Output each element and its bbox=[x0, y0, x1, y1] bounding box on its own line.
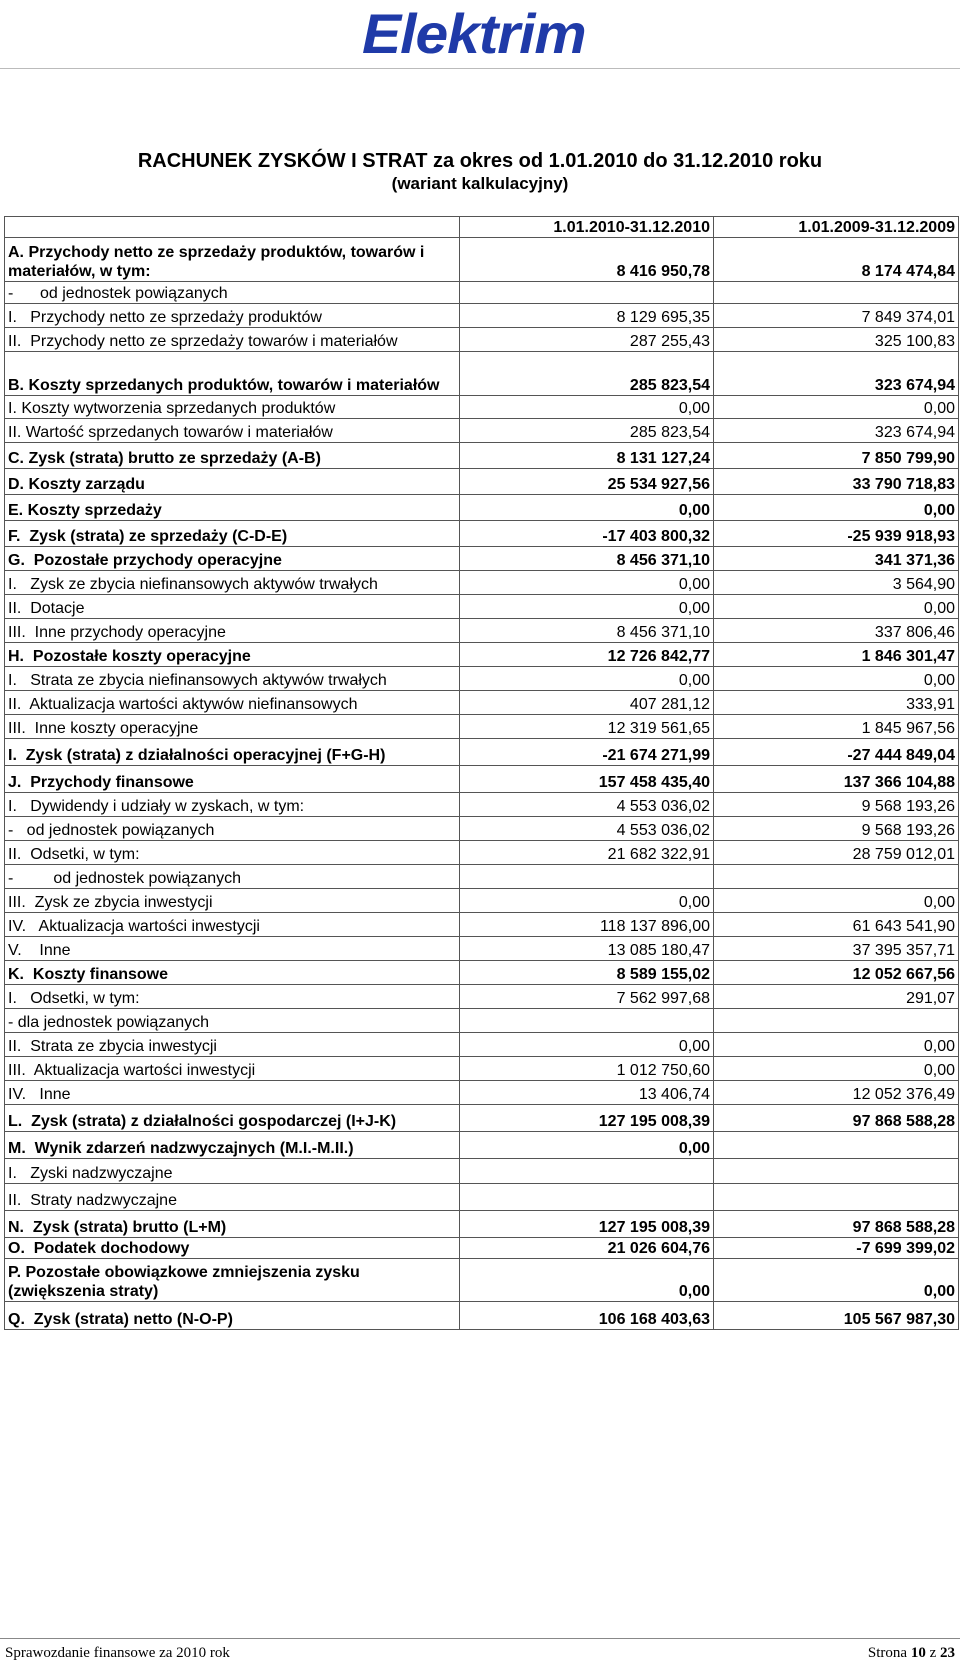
row-label: - od jednostek powiązanych bbox=[5, 865, 460, 889]
table-row bbox=[5, 937, 959, 961]
row-label: IV. Aktualizacja wartości inwestycji bbox=[5, 913, 460, 937]
row-value-2009: 0,00 bbox=[714, 595, 959, 619]
table-row bbox=[5, 961, 959, 985]
row-value-2009: 0,00 bbox=[714, 1259, 959, 1302]
row-label: J. Przychody finansowe bbox=[5, 766, 460, 793]
row-label: O. Podatek dochodowy bbox=[5, 1238, 460, 1259]
table-row bbox=[5, 985, 959, 1009]
document-subtitle: (wariant kalkulacyjny) bbox=[391, 174, 569, 193]
row-value-2009: 97 868 588,28 bbox=[714, 1211, 959, 1238]
row-value-2010: 118 137 896,00 bbox=[460, 913, 714, 937]
row-label: III. Zysk ze zbycia inwestycji bbox=[5, 889, 460, 913]
row-value-2010: 127 195 008,39 bbox=[460, 1105, 714, 1132]
header-divider bbox=[0, 68, 960, 69]
row-value-2010: 285 823,54 bbox=[460, 352, 714, 396]
row-value-2010: 12 726 842,77 bbox=[460, 643, 714, 667]
row-label: D. Koszty zarządu bbox=[5, 469, 460, 495]
row-label: II. Odsetki, w tym: bbox=[5, 841, 460, 865]
row-value-2010: 0,00 bbox=[460, 667, 714, 691]
row-label: I. Zysk ze zbycia niefinansowych aktywów trwałych bbox=[5, 571, 460, 595]
row-value-2009: 9 568 193,26 bbox=[714, 793, 959, 817]
row-value-2009: -27 444 849,04 bbox=[714, 739, 959, 766]
row-label: I. Przychody netto ze sprzedaży produktów bbox=[5, 304, 460, 328]
table-row bbox=[5, 865, 959, 889]
row-value-2009: 61 643 541,90 bbox=[714, 913, 959, 937]
row-value-2010: 0,00 bbox=[460, 1259, 714, 1302]
table-row bbox=[5, 739, 959, 766]
row-value-2009: 9 568 193,26 bbox=[714, 817, 959, 841]
row-label: C. Zysk (strata) brutto ze sprzedaży (A-B) bbox=[5, 443, 460, 469]
row-label: B. Koszty sprzedanych produktów, towarów i materiałów bbox=[5, 352, 460, 396]
row-value-2010: -17 403 800,32 bbox=[460, 521, 714, 547]
table-row bbox=[5, 1105, 959, 1132]
row-label: I. Koszty wytworzenia sprzedanych produktów bbox=[5, 396, 460, 419]
table-row bbox=[5, 1302, 959, 1330]
table-row bbox=[5, 521, 959, 547]
page-separator: z bbox=[925, 1645, 940, 1661]
row-value-2009: 8 174 474,84 bbox=[714, 238, 959, 282]
table-row bbox=[5, 766, 959, 793]
row-value-2009: 341 371,36 bbox=[714, 547, 959, 571]
row-label: III. Inne przychody operacyjne bbox=[5, 619, 460, 643]
row-value-2010: 8 131 127,24 bbox=[460, 443, 714, 469]
row-label: L. Zysk (strata) z działalności gospodarczej (I+J-K) bbox=[5, 1105, 460, 1132]
table-row bbox=[5, 1238, 959, 1259]
row-label: E. Koszty sprzedaży bbox=[5, 495, 460, 521]
row-value-2010 bbox=[460, 865, 714, 889]
footer-page-number bbox=[868, 1645, 955, 1662]
table-row bbox=[5, 715, 959, 739]
row-value-2009: 291,07 bbox=[714, 985, 959, 1009]
row-value-2010 bbox=[460, 1009, 714, 1033]
table-row bbox=[5, 841, 959, 865]
table-row bbox=[5, 396, 959, 419]
row-label: II. Przychody netto ze sprzedaży towarów i materiałów bbox=[5, 328, 460, 352]
table-row bbox=[5, 1211, 959, 1238]
row-value-2009: 12 052 667,56 bbox=[714, 961, 959, 985]
row-value-2009: 33 790 718,83 bbox=[714, 469, 959, 495]
income-statement-table bbox=[4, 216, 959, 1330]
row-label: Q. Zysk (strata) netto (N-O-P) bbox=[5, 1302, 460, 1330]
row-value-2010: 0,00 bbox=[460, 889, 714, 913]
page-current: 10 bbox=[910, 1645, 926, 1661]
table-row bbox=[5, 547, 959, 571]
row-value-2009 bbox=[714, 1132, 959, 1159]
table-row bbox=[5, 1259, 959, 1302]
row-value-2010: 1 012 750,60 bbox=[460, 1057, 714, 1081]
row-label: - od jednostek powiązanych bbox=[5, 282, 460, 304]
elektrim-logo: Elektrim bbox=[362, 2, 586, 65]
row-label: II. Straty nadzwyczajne bbox=[5, 1184, 460, 1211]
table-row bbox=[5, 282, 959, 304]
row-value-2010: 0,00 bbox=[460, 595, 714, 619]
table-row bbox=[5, 1132, 959, 1159]
row-value-2010: 8 129 695,35 bbox=[460, 304, 714, 328]
row-value-2009: 0,00 bbox=[714, 396, 959, 419]
row-label: III. Inne koszty operacyjne bbox=[5, 715, 460, 739]
row-value-2009: 0,00 bbox=[714, 1057, 959, 1081]
row-value-2009: 97 868 588,28 bbox=[714, 1105, 959, 1132]
row-value-2010: 0,00 bbox=[460, 1132, 714, 1159]
row-value-2009: 323 674,94 bbox=[714, 352, 959, 396]
footer-document-name: Sprawozdanie finansowe za 2010 rok bbox=[5, 1645, 230, 1661]
row-value-2009: 37 395 357,71 bbox=[714, 937, 959, 961]
row-value-2010: 8 416 950,78 bbox=[460, 238, 714, 282]
row-value-2009: 1 845 967,56 bbox=[714, 715, 959, 739]
page-prefix: Strona bbox=[867, 1645, 911, 1661]
row-value-2009: 0,00 bbox=[714, 667, 959, 691]
row-value-2010: 8 456 371,10 bbox=[460, 547, 714, 571]
row-value-2009: 105 567 987,30 bbox=[714, 1302, 959, 1330]
row-value-2009: 0,00 bbox=[714, 495, 959, 521]
row-value-2009: 7 850 799,90 bbox=[714, 443, 959, 469]
table-row bbox=[5, 691, 959, 715]
row-value-2010: 25 534 927,56 bbox=[460, 469, 714, 495]
row-value-2010: 157 458 435,40 bbox=[460, 766, 714, 793]
row-value-2010: 0,00 bbox=[460, 1033, 714, 1057]
table-row bbox=[5, 1033, 959, 1057]
row-value-2010: 4 553 036,02 bbox=[460, 793, 714, 817]
row-label: A. Przychody netto ze sprzedaży produktów, towarów i materiałów, w tym: bbox=[5, 238, 460, 282]
row-value-2009: 0,00 bbox=[714, 889, 959, 913]
row-value-2010: 0,00 bbox=[460, 495, 714, 521]
row-value-2010: 7 562 997,68 bbox=[460, 985, 714, 1009]
table-row bbox=[5, 495, 959, 521]
row-value-2010: 8 589 155,02 bbox=[460, 961, 714, 985]
row-value-2009: 3 564,90 bbox=[714, 571, 959, 595]
header-cell-2010: 1.01.2010-31.12.2010 bbox=[460, 217, 714, 238]
row-value-2010: 21 026 604,76 bbox=[460, 1238, 714, 1259]
table-row bbox=[5, 1057, 959, 1081]
row-value-2010: -21 674 271,99 bbox=[460, 739, 714, 766]
table-row bbox=[5, 1009, 959, 1033]
footer-divider bbox=[0, 1638, 960, 1639]
table-row bbox=[5, 667, 959, 691]
row-value-2009 bbox=[714, 1184, 959, 1211]
row-label: I. Strata ze zbycia niefinansowych aktywów trwałych bbox=[5, 667, 460, 691]
row-value-2010: 285 823,54 bbox=[460, 419, 714, 443]
header-cell-2009: 1.01.2009-31.12.2009 bbox=[714, 217, 959, 238]
row-label: V. Inne bbox=[5, 937, 460, 961]
row-label: - dla jednostek powiązanych bbox=[5, 1009, 460, 1033]
row-value-2009: 137 366 104,88 bbox=[714, 766, 959, 793]
table-row bbox=[5, 643, 959, 667]
row-label: I. Odsetki, w tym: bbox=[5, 985, 460, 1009]
row-label: H. Pozostałe koszty operacyjne bbox=[5, 643, 460, 667]
row-label: II. Strata ze zbycia inwestycji bbox=[5, 1033, 460, 1057]
row-value-2010: 0,00 bbox=[460, 396, 714, 419]
row-value-2010: 13 406,74 bbox=[460, 1081, 714, 1105]
row-value-2010: 287 255,43 bbox=[460, 328, 714, 352]
row-value-2010: 8 456 371,10 bbox=[460, 619, 714, 643]
row-value-2010: 4 553 036,02 bbox=[460, 817, 714, 841]
row-value-2009: 0,00 bbox=[714, 1033, 959, 1057]
row-value-2009: 337 806,46 bbox=[714, 619, 959, 643]
page-total: 23 bbox=[940, 1645, 955, 1661]
row-label: - od jednostek powiązanych bbox=[5, 817, 460, 841]
table-row bbox=[5, 571, 959, 595]
table-row bbox=[5, 443, 959, 469]
row-value-2009 bbox=[714, 1009, 959, 1033]
row-value-2010: 13 085 180,47 bbox=[460, 937, 714, 961]
row-value-2009: -25 939 918,93 bbox=[714, 521, 959, 547]
table-header-row bbox=[5, 217, 959, 238]
table-row bbox=[5, 352, 959, 396]
row-value-2010: 407 281,12 bbox=[460, 691, 714, 715]
row-label: N. Zysk (strata) brutto (L+M) bbox=[5, 1211, 460, 1238]
header-cell-label bbox=[5, 217, 460, 238]
row-value-2009: 1 846 301,47 bbox=[714, 643, 959, 667]
row-label: F. Zysk (strata) ze sprzedaży (C-D-E) bbox=[5, 521, 460, 547]
document-title: RACHUNEK ZYSKÓW I STRAT za okres od 1.01.2010 do 31.12.2010 roku bbox=[137, 150, 823, 172]
table-row bbox=[5, 913, 959, 937]
row-value-2009 bbox=[714, 865, 959, 889]
row-label: II. Dotacje bbox=[5, 595, 460, 619]
row-value-2010 bbox=[460, 1159, 714, 1184]
row-label: I. Zyski nadzwyczajne bbox=[5, 1159, 460, 1184]
row-value-2010 bbox=[460, 1184, 714, 1211]
table-row bbox=[5, 469, 959, 495]
row-value-2010 bbox=[460, 282, 714, 304]
row-value-2009: 7 849 374,01 bbox=[714, 304, 959, 328]
row-value-2009: -7 699 399,02 bbox=[714, 1238, 959, 1259]
row-value-2010: 12 319 561,65 bbox=[460, 715, 714, 739]
table-row bbox=[5, 1081, 959, 1105]
row-label: K. Koszty finansowe bbox=[5, 961, 460, 985]
row-value-2009 bbox=[714, 1159, 959, 1184]
row-value-2010: 21 682 322,91 bbox=[460, 841, 714, 865]
table-row bbox=[5, 304, 959, 328]
row-value-2009: 28 759 012,01 bbox=[714, 841, 959, 865]
row-label: I. Zysk (strata) z działalności operacyjnej (F+G-H) bbox=[5, 739, 460, 766]
table-row bbox=[5, 619, 959, 643]
row-value-2009: 12 052 376,49 bbox=[714, 1081, 959, 1105]
row-label: II. Aktualizacja wartości aktywów niefinansowych bbox=[5, 691, 460, 715]
table-row bbox=[5, 238, 959, 282]
table-row bbox=[5, 817, 959, 841]
row-label: IV. Inne bbox=[5, 1081, 460, 1105]
row-label: M. Wynik zdarzeń nadzwyczajnych (M.I.-M.II.) bbox=[5, 1132, 460, 1159]
table-row bbox=[5, 1159, 959, 1184]
table-row bbox=[5, 1184, 959, 1211]
row-label: II. Wartość sprzedanych towarów i materiałów bbox=[5, 419, 460, 443]
table-row bbox=[5, 889, 959, 913]
row-value-2009: 333,91 bbox=[714, 691, 959, 715]
row-value-2009: 325 100,83 bbox=[714, 328, 959, 352]
table-row bbox=[5, 595, 959, 619]
row-label: I. Dywidendy i udziały w zyskach, w tym: bbox=[5, 793, 460, 817]
row-value-2009: 323 674,94 bbox=[714, 419, 959, 443]
row-label: III. Aktualizacja wartości inwestycji bbox=[5, 1057, 460, 1081]
row-value-2010: 106 168 403,63 bbox=[460, 1302, 714, 1330]
row-value-2010: 0,00 bbox=[460, 571, 714, 595]
table-row bbox=[5, 328, 959, 352]
row-value-2010: 127 195 008,39 bbox=[460, 1211, 714, 1238]
row-value-2009 bbox=[714, 282, 959, 304]
table-row bbox=[5, 419, 959, 443]
row-label: P. Pozostałe obowiązkowe zmniejszenia zysku (zwiększenia straty) bbox=[5, 1259, 460, 1302]
table-row bbox=[5, 793, 959, 817]
page-header bbox=[0, 0, 960, 68]
row-label: G. Pozostałe przychody operacyjne bbox=[5, 547, 460, 571]
